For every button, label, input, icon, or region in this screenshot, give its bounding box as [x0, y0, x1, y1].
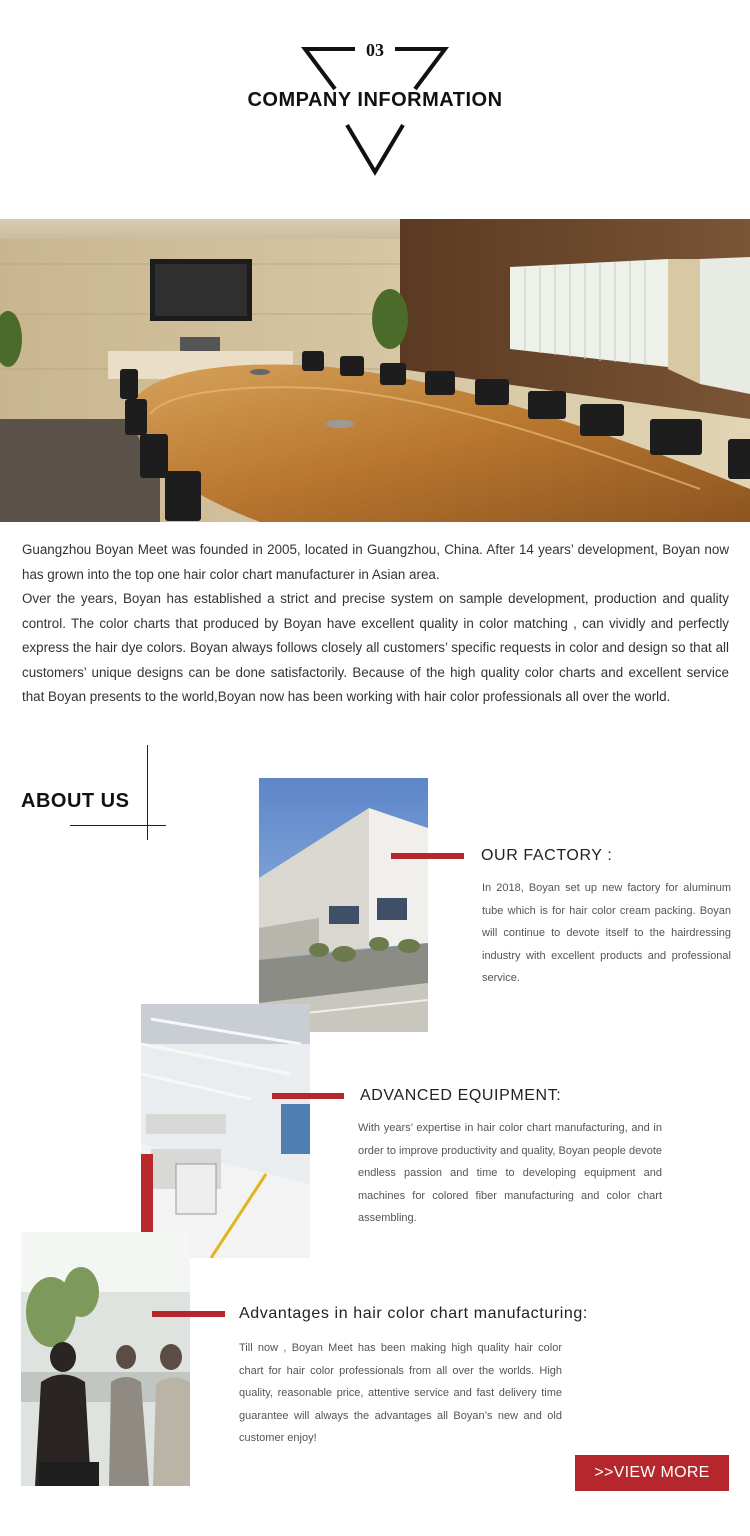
office-photo — [21, 1232, 190, 1486]
advantages-heading: Advantages in hair color chart manufacturing: — [239, 1305, 588, 1322]
about-divider-horizontal — [70, 825, 166, 826]
equipment-heading: ADVANCED EQUIPMENT: — [360, 1087, 562, 1104]
advantages-accent-bar — [152, 1311, 225, 1317]
equipment-accent-bar — [272, 1093, 344, 1099]
intro-paragraph: Guangzhou Boyan Meet was founded in 2005, located in Guangzhou, China. After 14 years’ development, Boyan now has grown into the top one hair color chart manufacturer in Asian area. — [22, 542, 729, 582]
equipment-photo — [141, 1004, 310, 1258]
factory-heading: OUR FACTORY : — [481, 847, 613, 864]
company-intro — [22, 538, 729, 710]
factory-description: In 2018, Boyan set up new factory for aluminum tube which is for hair color cream packing. Boyan will continue to devote itself to the hairdressing industry with excellent products and professional service. — [482, 882, 731, 985]
conference-room-photo — [0, 219, 750, 522]
equipment-description: With years’ expertise in hair color chart manufacturing, and in order to improve productivity and quality, Boyan people devote endless passion and time to developing equipment and machines for colored fiber manufacturing and color chart assembling. — [358, 1122, 662, 1225]
about-us-heading: ABOUT US — [21, 790, 130, 812]
intro-paragraph: Over the years, Boyan has established a strict and precise system on sample development, production and quality control. The color charts that produced by Boyan have excellent quality in color matching , can vividly and perfectly express the hair dye colors. Boyan always follows closely all customers’ specific requests in color and design so that all customers’ unique designs can be done satisfactorily. Because of the high quality color charts and excellent service that Boyan presents to the world,Boyan now has been working with hair color professionals all over the world. — [22, 591, 729, 704]
section-number: 03 — [366, 40, 384, 60]
factory-photo — [259, 778, 428, 1032]
factory-accent-bar — [391, 853, 464, 859]
view-more-button[interactable]: >>VIEW MORE — [575, 1455, 729, 1491]
page-title: COMPANY INFORMATION — [247, 89, 503, 111]
advantages-description: Till now , Boyan Meet has been making high quality hair color chart for hair color professionals from all over the worlds. High quality, reasonable price, attentive service and fast delivery time guarantee will always the advantages all Boyan’s new and old customer enjoy! — [239, 1342, 562, 1445]
